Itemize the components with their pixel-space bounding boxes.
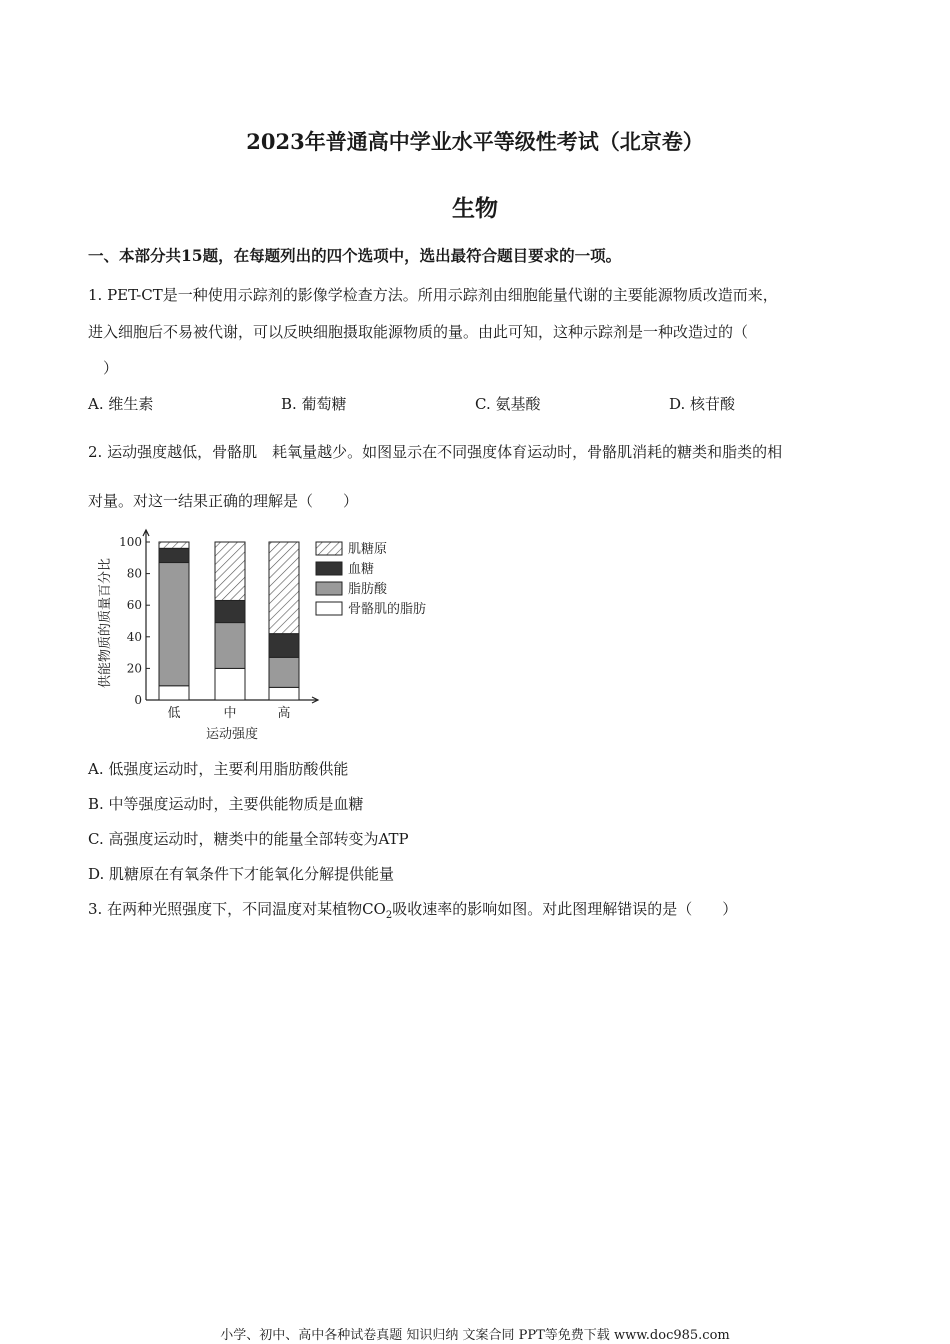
q1-line2: 进入细胞后不易被代谢，可以反映细胞摄取能源物质的量。由此可知，这种示踪剂是一种改造过的（ — [88, 323, 749, 341]
bar-segment — [269, 542, 299, 634]
y-tick-label: 100 — [119, 535, 142, 549]
bar-segment — [215, 542, 245, 600]
subject-title: 生物 — [452, 195, 498, 222]
y-tick-label: 80 — [126, 566, 142, 581]
q2-option-b[interactable]: B. 中等强度运动时，主要供能物质是血糖 — [88, 795, 364, 813]
bar-segment — [269, 634, 299, 658]
y-axis-label: 供能物质的质量百分比 — [98, 557, 113, 689]
bar-segment — [269, 687, 299, 700]
y-tick-label: 40 — [126, 629, 142, 644]
bar-segment — [159, 548, 189, 562]
x-tick-label: 低 — [167, 706, 181, 721]
q2-line1: 2. 运动强度越低，骨骼肌 耗氧量越少。如图显示在不同强度体育运动时，骨骼肌消耗的糖类和脂类的相 — [88, 443, 783, 461]
x-tick-label: 中 — [223, 706, 237, 721]
legend-swatch — [316, 542, 342, 555]
q2-option-c[interactable]: C. 高强度运动时，糖类中的能量全部转变为ATP — [88, 830, 409, 848]
q3-subscript: 2 — [385, 910, 393, 921]
energy-substrate-chart — [96, 522, 456, 748]
bar-segment — [269, 657, 299, 687]
bar-segment — [215, 600, 245, 622]
q2-option-a[interactable]: A. 低强度运动时，主要利用脂肪酸供能 — [88, 760, 349, 778]
q3-line1 — [88, 898, 737, 921]
q2-line2: 对量。对这一结果正确的理解是（ ） — [88, 492, 359, 510]
q3-prefix: 3. 在两种光照强度下，不同温度对某植物CO — [88, 900, 386, 918]
legend-swatch — [316, 602, 342, 615]
q3-suffix: 吸收速率的影响如图。对此图理解错误的是（ ） — [392, 900, 738, 918]
y-tick-label: 20 — [126, 661, 142, 676]
x-axis-label: 运动强度 — [205, 727, 259, 742]
bar-segment — [159, 686, 189, 700]
x-tick-label: 高 — [277, 706, 291, 721]
legend-label: 血糖 — [348, 562, 375, 577]
q1-option-c[interactable]: C. 氨基酸 — [475, 395, 541, 413]
legend-swatch — [316, 582, 342, 595]
q1-line1: 1. PET-CT是一种使用示踪剂的影像学检查方法。所用示踪剂由细胞能量代谢的主要能源物质改造而来， — [88, 286, 778, 304]
bar-segment — [215, 623, 245, 669]
legend-label: 脂肪酸 — [348, 582, 388, 597]
legend-swatch — [316, 562, 342, 575]
legend-label: 骨骼肌的脂肪 — [348, 602, 427, 617]
q1-line3: ） — [103, 359, 119, 377]
y-tick-label: 0 — [134, 693, 142, 707]
section-heading: 一、本部分共15题，在每题列出的四个选项中，选出最符合题目要求的一项。 — [88, 246, 622, 265]
q1-option-d[interactable]: D. 核苷酸 — [669, 395, 736, 413]
bar-segment — [159, 542, 189, 548]
q1-option-b[interactable]: B. 葡萄糖 — [281, 395, 347, 413]
bar-segment — [215, 668, 245, 700]
q1-options — [88, 393, 868, 415]
page-footer: 小学、初中、高中各种试卷真题 知识归纳 文案合同 PPT等免费下载 www.doc985.com — [220, 1328, 730, 1343]
y-tick-label: 60 — [126, 598, 142, 613]
q1-option-a[interactable]: A. 维生素 — [88, 395, 154, 413]
bar-segment — [159, 563, 189, 686]
q2-option-d[interactable]: D. 肌糖原在有氧条件下才能氧化分解提供能量 — [88, 865, 395, 883]
legend-label: 肌糖原 — [348, 542, 388, 557]
page-title: 2023年普通高中学业水平等级性考试（北京卷） — [246, 129, 704, 154]
